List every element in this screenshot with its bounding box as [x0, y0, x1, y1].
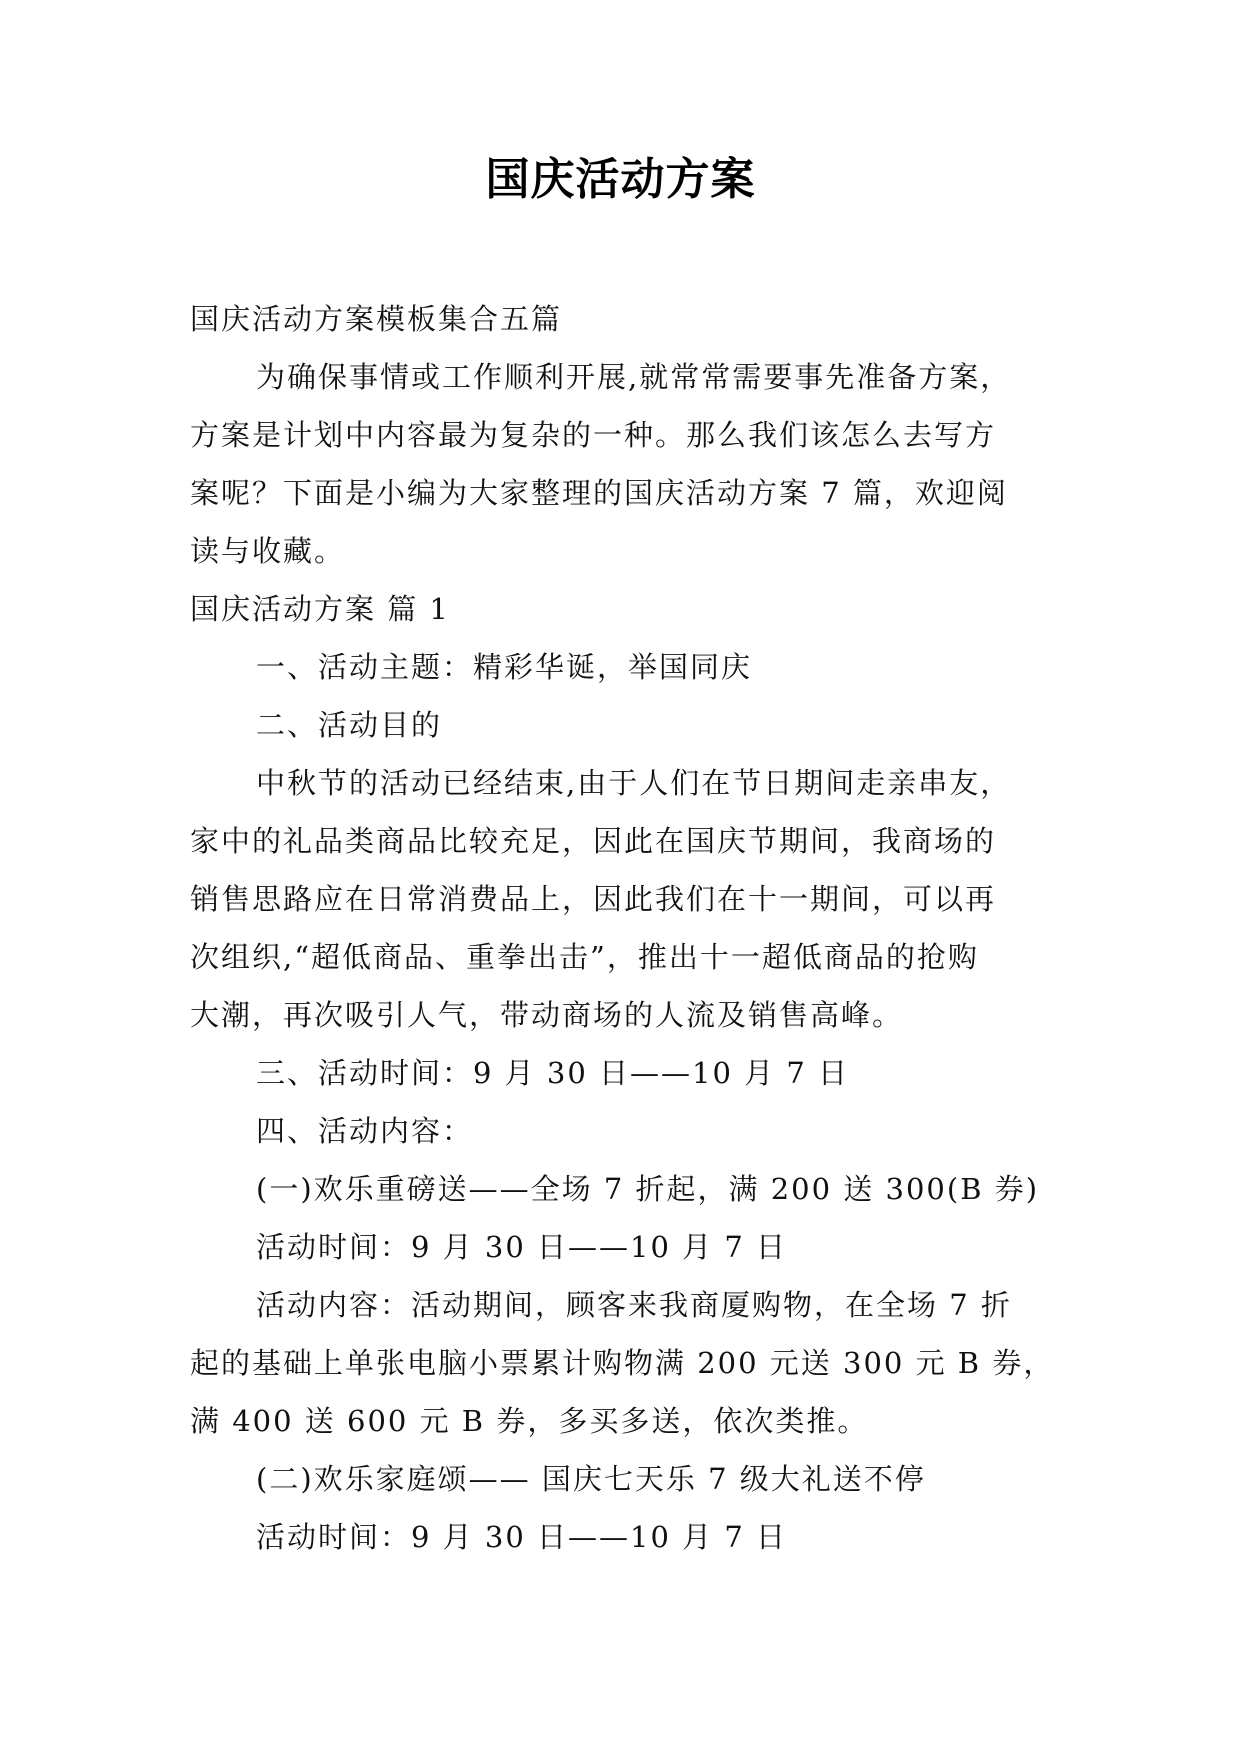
- text-line: 活动内容：活动期间，顾客来我商厦购物，在全场 7 折: [256, 1288, 1012, 1322]
- text-line: 国庆活动方案模板集合五篇: [190, 302, 563, 336]
- text-line: 国庆活动方案 篇 1: [190, 592, 450, 626]
- text-line: 活动时间：9 月 30 日——10 月 7 日: [256, 1520, 788, 1554]
- text-line: 满 400 送 600 元 B 券，多买多送，依次类推。: [190, 1404, 869, 1438]
- text-line: 大潮，再次吸引人气，带动商场的人流及销售高峰。: [190, 998, 904, 1032]
- document-body: [190, 290, 1055, 1566]
- text-line: (二)欢乐家庭颂—— 国庆七天乐 7 级大礼送不停: [256, 1462, 926, 1496]
- text-line: 方案是计划中内容最为复杂的一种。那么我们该怎么去写方: [190, 418, 997, 452]
- text-line: 次组织,“超低商品、重拳出击”，推出十一超低商品的抢购: [190, 940, 979, 974]
- text-line: 起的基础上单张电脑小票累计购物满 200 元送 300 元 B 券，: [190, 1346, 1055, 1380]
- text-line: 案呢？下面是小编为大家整理的国庆活动方案 7 篇，欢迎阅: [190, 476, 1008, 510]
- text-line: 四、活动内容：: [256, 1114, 474, 1148]
- text-line: 三、活动时间：9 月 30 日——10 月 7 日: [256, 1056, 850, 1090]
- text-line: 为确保事情或工作顺利开展,就常常需要事先准备方案，: [256, 360, 1012, 394]
- text-line: 销售思路应在日常消费品上，因此我们在十一期间，可以再: [190, 882, 997, 916]
- text-line: 活动时间：9 月 30 日——10 月 7 日: [256, 1230, 788, 1264]
- text-line: 一、活动主题：精彩华诞，举国同庆: [256, 650, 753, 684]
- text-line: (一)欢乐重磅送——全场 7 折起，满 200 送 300(B 券): [256, 1172, 1040, 1206]
- text-line: 读与收藏。: [190, 534, 346, 568]
- document-title: 国庆活动方案: [485, 154, 756, 205]
- text-line: 中秋节的活动已经结束,由于人们在节日期间走亲串友，: [256, 766, 1012, 800]
- text-line: 二、活动目的: [256, 708, 443, 742]
- text-line: 家中的礼品类商品比较充足，因此在国庆节期间，我商场的: [190, 824, 997, 858]
